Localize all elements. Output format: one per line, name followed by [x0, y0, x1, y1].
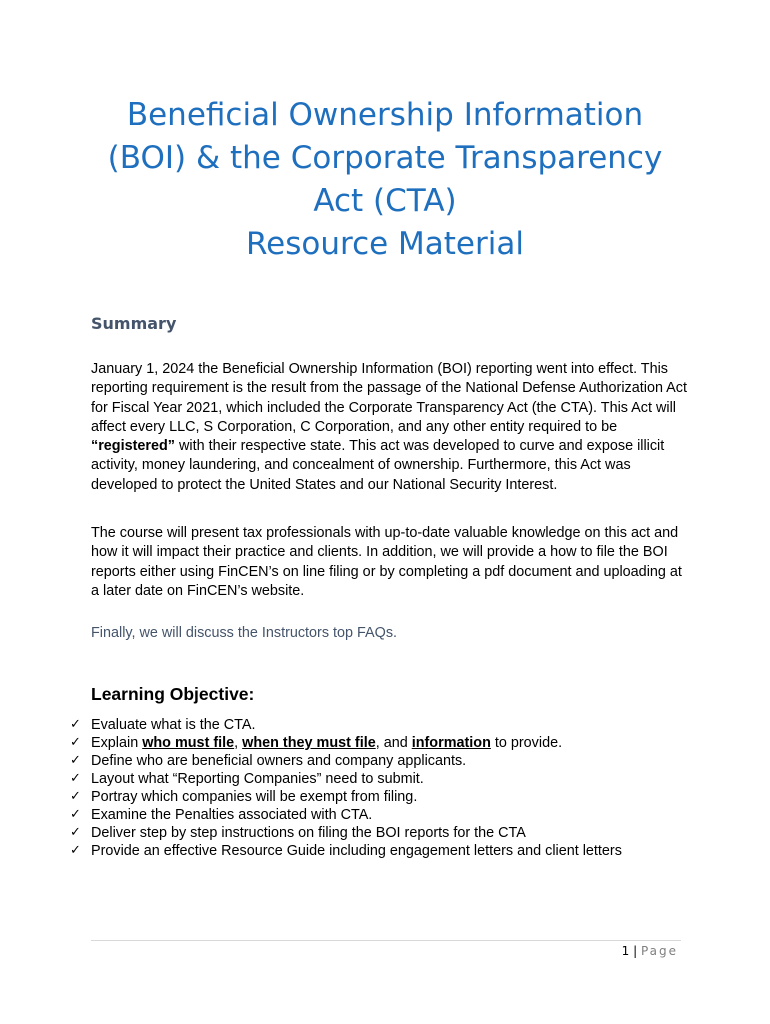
summary-paragraph-2: The course will present tax professionals with up-to-date valuable knowledge on this act and how it will impact their practice and clients. In addition, we will provide a how to file the BOI reports either using FinCEN’s on line filing or by completing a pdf document and uploading at a later date on FinCEN’s website. [91, 525, 682, 599]
page-number: 1 [621, 944, 630, 958]
summary-final-line: Finally, we will discuss the Instructors top FAQs. [91, 625, 398, 641]
checkmark-icon: ✓ [70, 735, 81, 750]
objective-text-pre: Explain [91, 735, 143, 751]
objective-text: Layout what “Reporting Companies” need to submit. [91, 771, 424, 787]
list-item [70, 842, 710, 860]
footer-separator: | [633, 944, 638, 958]
title-line-2: (BOI) & the Corporate Transparency [107, 140, 663, 176]
title-line-4: Resource Material [246, 226, 524, 262]
list-item [70, 770, 710, 788]
objective-sep: , [234, 735, 243, 751]
footer-divider [91, 940, 681, 941]
list-item [70, 806, 710, 824]
objective-sep: , and [375, 735, 412, 751]
list-item [70, 734, 710, 752]
list-item [70, 716, 710, 734]
list-item [70, 824, 710, 842]
page-label: Page [640, 944, 678, 958]
objective-text: Deliver step by step instructions on filing the BOI reports for the CTA [91, 825, 526, 841]
checkmark-icon: ✓ [70, 717, 81, 732]
title-line-3: Act (CTA) [313, 183, 457, 219]
when-they-must-file-underlined: when they must file [242, 735, 376, 751]
list-item [70, 788, 710, 806]
checkmark-icon: ✓ [70, 843, 81, 858]
list-item [70, 752, 710, 770]
objective-text: Examine the Penalties associated with CTA. [91, 807, 373, 823]
objective-text: Portray which companies will be exempt from filing. [91, 789, 418, 805]
registered-bold: “registered” [91, 438, 175, 455]
checkmark-icon: ✓ [70, 753, 81, 768]
objective-text-post: to provide. [490, 735, 563, 751]
page-footer [622, 944, 678, 958]
checkmark-icon: ✓ [70, 771, 81, 786]
who-must-file-underlined: who must file [142, 735, 235, 751]
checkmark-icon: ✓ [70, 789, 81, 804]
para1-text-b: with their respective state. This act was developed to curve and expose illicit activity, money laundering, and concealment of ownership. Furthermore, this Act was developed to protect the United States and our National Security Interest. [91, 438, 665, 493]
objective-text: Provide an effective Resource Guide including engagement letters and client letters [91, 843, 622, 859]
objective-text: Evaluate what is the CTA. [91, 717, 256, 733]
para1-text-a: January 1, 2024 the Beneficial Ownership Information (BOI) reporting went into effect. This reporting requirement is the result from the passage of the National Defense Authorization Act for Fiscal Year 2021, which included the Corporate Transparency Act (the CTA). This Act will affect every LLC, S Corporation, C Corporation, and any other entity required to be [91, 361, 687, 435]
checkmark-icon: ✓ [70, 825, 81, 840]
information-underlined: information [411, 735, 491, 751]
summary-heading: Summary [91, 314, 177, 333]
objective-text: Define who are beneficial owners and company applicants. [91, 753, 467, 769]
title-line-1: Beneficial Ownership Information [126, 97, 644, 133]
summary-paragraph-1 [91, 360, 691, 495]
document-title [60, 94, 710, 266]
objectives-list [70, 716, 710, 860]
checkmark-icon: ✓ [70, 807, 81, 822]
learning-objective-heading: Learning Objective: [91, 684, 255, 704]
